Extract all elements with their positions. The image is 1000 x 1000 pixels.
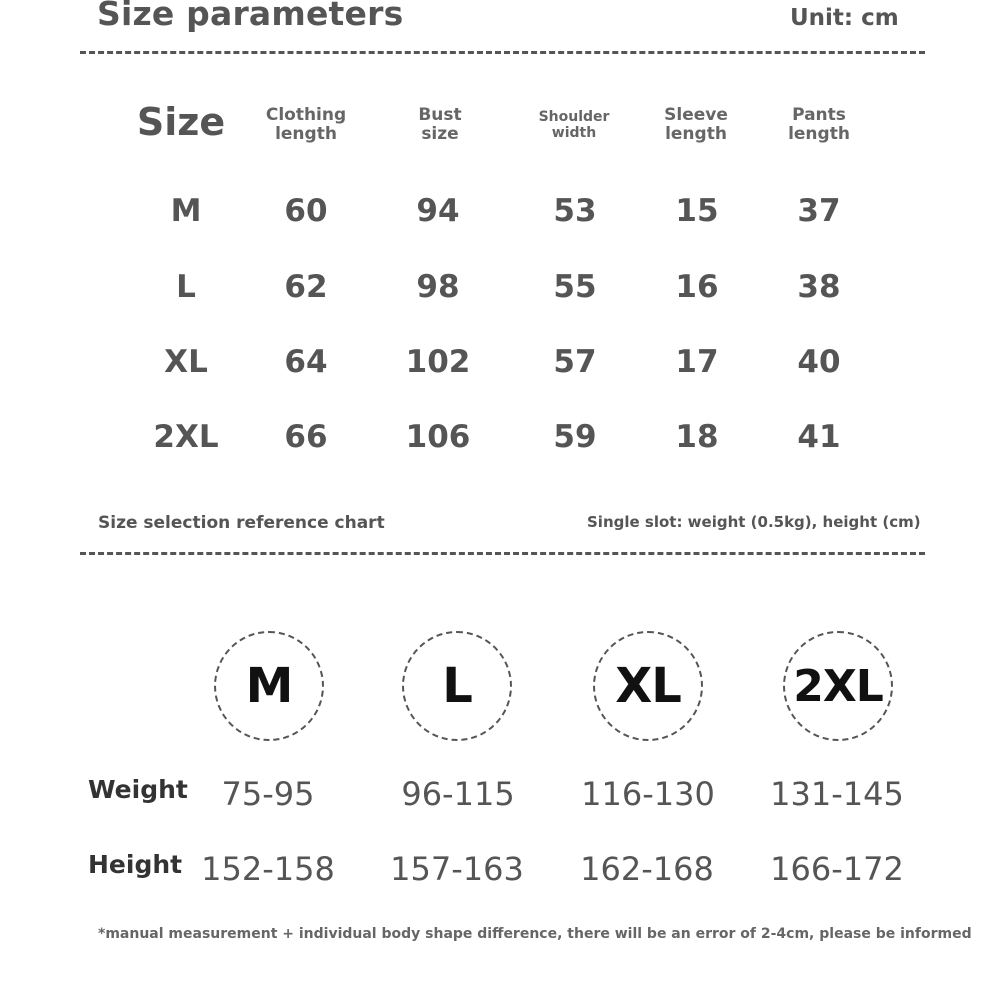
header-clothing-length: Clothing length <box>265 105 347 144</box>
cell-shoulder-width: 55 <box>553 269 597 305</box>
footnote: *manual measurement + individual body shape difference, there will be an error of 2-4cm, please be informed <box>98 926 972 942</box>
cell-clothing-length: 64 <box>284 344 328 380</box>
unit-label: Unit: cm <box>790 5 899 31</box>
cell-pants-length: 41 <box>797 419 841 455</box>
cell-shoulder-width: 53 <box>553 193 597 229</box>
size-circle-label: L <box>442 658 472 714</box>
reference-note: Single slot: weight (0.5kg), height (cm) <box>587 513 921 531</box>
size-circle-label: XL <box>615 658 681 714</box>
cell-bust-size: 98 <box>416 269 460 305</box>
cell-shoulder-width: 59 <box>553 419 597 455</box>
size-circle-2xl <box>783 631 893 741</box>
header-pants-length: Pants length <box>788 105 850 144</box>
cell-clothing-length: 62 <box>284 269 328 305</box>
size-circle-label: M <box>245 658 293 714</box>
cell-sleeve-length: 16 <box>675 269 719 305</box>
header-shoulder-width: Shoulder width <box>538 109 610 141</box>
cell-sleeve-length: 17 <box>675 344 719 380</box>
cell-sleeve-length: 15 <box>675 193 719 229</box>
header-bust-size: Bust size <box>418 105 462 144</box>
cell-bust-size: 94 <box>416 193 460 229</box>
row-size: L <box>176 269 196 305</box>
row-size: M <box>170 193 202 229</box>
cell-pants-length: 37 <box>797 193 841 229</box>
height-range-l: 157-163 <box>390 850 524 888</box>
height-range-m: 152-158 <box>201 850 335 888</box>
height-label: Height <box>88 850 183 879</box>
divider-top <box>80 51 925 54</box>
row-size: 2XL <box>153 419 219 455</box>
size-circle-xl <box>593 631 703 741</box>
cell-clothing-length: 60 <box>284 193 328 229</box>
size-circle-m <box>214 631 324 741</box>
height-range-xl: 162-168 <box>580 850 714 888</box>
weight-label: Weight <box>88 775 188 804</box>
header-sleeve-length: Sleeve length <box>664 105 728 144</box>
cell-bust-size: 102 <box>405 344 471 380</box>
cell-pants-length: 38 <box>797 269 841 305</box>
header-size: Size <box>136 100 226 144</box>
cell-shoulder-width: 57 <box>553 344 597 380</box>
weight-range-l: 96-115 <box>401 775 515 813</box>
cell-pants-length: 40 <box>797 344 841 380</box>
weight-range-xl: 116-130 <box>581 775 715 813</box>
divider-middle <box>80 552 925 555</box>
size-circle-label: 2XL <box>793 660 883 712</box>
cell-bust-size: 106 <box>405 419 471 455</box>
height-range-2xl: 166-172 <box>770 850 904 888</box>
page-title: Size parameters <box>97 0 404 33</box>
weight-range-m: 75-95 <box>221 775 315 813</box>
size-circle-l <box>402 631 512 741</box>
cell-sleeve-length: 18 <box>675 419 719 455</box>
reference-title: Size selection reference chart <box>98 513 385 533</box>
weight-range-2xl: 131-145 <box>770 775 904 813</box>
row-size: XL <box>164 344 208 380</box>
cell-clothing-length: 66 <box>284 419 328 455</box>
